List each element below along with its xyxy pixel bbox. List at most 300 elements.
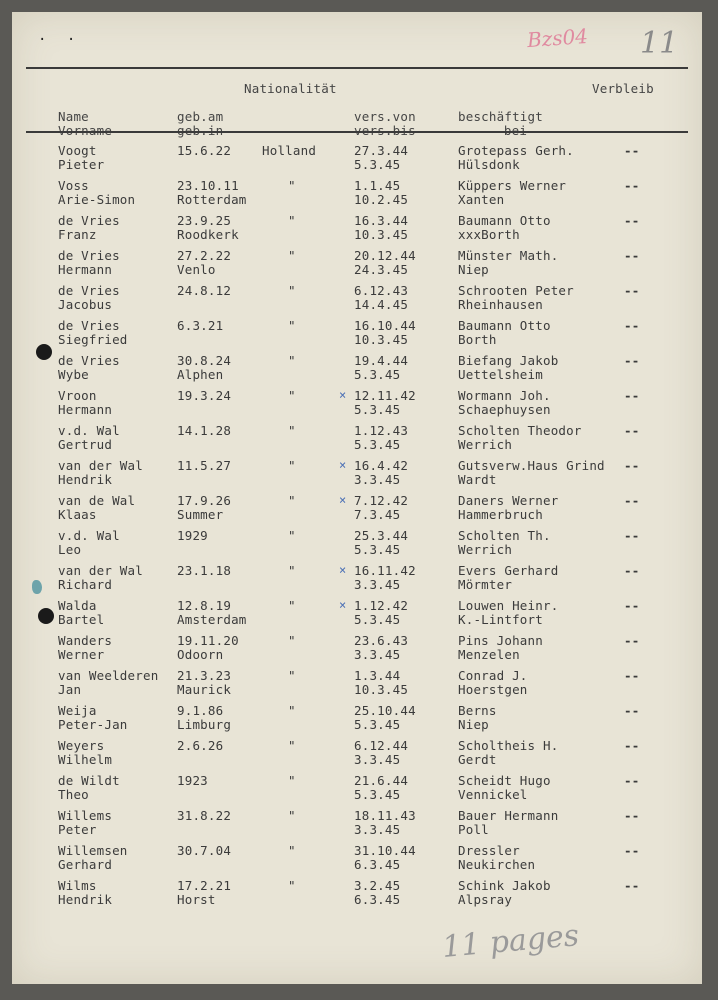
cell-nationality	[288, 319, 296, 333]
cell-name-name: de Vries	[58, 353, 120, 368]
cell-employer-ort: xxxBorth	[458, 227, 520, 242]
cell-nationality	[288, 389, 296, 403]
cell-period	[354, 809, 416, 837]
cell-name-name: Walda	[58, 598, 97, 613]
cell-birth-geb_am: 2.6.26	[177, 738, 224, 753]
cell-period-von: 16.11.42	[354, 563, 416, 578]
cell-name-name: de Vries	[58, 283, 120, 298]
table-row	[12, 144, 702, 179]
document-page	[12, 12, 702, 984]
cell-period-von: 1.3.44	[354, 668, 401, 683]
cell-employer-firma: Scheidt Hugo	[458, 773, 551, 788]
cell-employer-firma: Münster Math.	[458, 248, 559, 263]
cell-employer-ort: Alpsray	[458, 892, 513, 907]
cell-period-von: 1.12.42	[354, 598, 409, 613]
cell-whereabouts: --	[624, 633, 640, 648]
cell-nationality-nat: "	[288, 703, 296, 718]
cell-employer-ort: Schaephuysen	[458, 402, 551, 417]
header-bottom-rule	[26, 131, 688, 133]
cell-employer	[458, 879, 551, 907]
cell-nationality-nat: "	[288, 528, 296, 543]
cell-whereabouts: --	[624, 318, 640, 333]
cell-birth-geb_in: Limburg	[177, 717, 232, 732]
cell-name	[58, 389, 112, 417]
cell-name-name: Willems	[58, 808, 113, 823]
cell-nationality	[288, 284, 296, 298]
cell-birth-geb_am: 30.7.04	[177, 843, 232, 858]
cell-name	[58, 669, 158, 697]
cell-name-vorname: Peter-Jan	[58, 717, 128, 732]
punch-hole	[36, 344, 52, 360]
cell-employer-ort: Hammerbruch	[458, 507, 543, 522]
cell-birth-geb_in: Horst	[177, 892, 216, 907]
cell-birth-geb_am: 17.2.21	[177, 878, 232, 893]
cell-name-vorname: Hermann	[58, 262, 113, 277]
cell-period-bis: 14.4.45	[354, 297, 409, 312]
cell-employer-firma: Baumann Otto	[458, 318, 551, 333]
cell-birth-geb_am: 27.2.22	[177, 248, 232, 263]
cell-period	[354, 179, 408, 207]
cell-nationality-nat: "	[288, 493, 296, 508]
cell-nationality	[288, 564, 296, 578]
pen-tick-mark: ×	[339, 458, 347, 472]
cell-birth-geb_am: 23.10.11	[177, 178, 239, 193]
cell-nationality-nat: "	[288, 283, 296, 298]
cell-nationality-nat: "	[288, 353, 296, 368]
cell-employer-ort: Hülsdonk	[458, 157, 520, 172]
cell-name	[58, 144, 104, 172]
corner-marks: · ·	[38, 32, 82, 48]
cell-nationality	[262, 144, 316, 158]
cell-employer	[458, 704, 497, 732]
cell-birth	[177, 319, 223, 333]
cell-employer-ort: Werrich	[458, 542, 513, 557]
cell-birth	[177, 144, 231, 158]
cell-name	[58, 599, 104, 627]
cell-birth-geb_am: 12.8.19	[177, 598, 232, 613]
cell-employer	[458, 354, 558, 382]
cell-birth	[177, 809, 231, 823]
cell-employer	[458, 809, 558, 837]
table-row	[12, 319, 702, 354]
cell-birth-geb_am: 1923	[177, 773, 208, 788]
cell-nationality-nat: "	[288, 318, 296, 333]
table-row	[12, 844, 702, 879]
table-row	[12, 214, 702, 249]
pages-note: 11 pages	[440, 918, 581, 965]
cell-whereabouts: --	[624, 528, 640, 543]
cell-name	[58, 214, 120, 242]
cell-birth	[177, 879, 231, 907]
cell-birth	[177, 774, 208, 788]
cell-name	[58, 179, 135, 207]
pen-tick-mark: ×	[339, 388, 347, 402]
cell-nationality-nat: "	[288, 178, 296, 193]
pen-tick-mark: ×	[339, 563, 347, 577]
header-period: vers.von	[354, 109, 416, 124]
cell-name-name: Weija	[58, 703, 97, 718]
cell-birth-geb_am: 23.1.18	[177, 563, 232, 578]
cell-name-vorname: Hendrik	[58, 892, 113, 907]
cell-period-bis: 7.3.45	[354, 507, 401, 522]
table-row	[12, 459, 702, 494]
cell-nationality-nat: "	[288, 563, 296, 578]
cell-birth-geb_am: 24.8.12	[177, 283, 232, 298]
cell-nationality	[288, 669, 296, 683]
cell-period	[354, 249, 416, 277]
cell-name-vorname: Franz	[58, 227, 97, 242]
cell-employer-firma: Conrad J.	[458, 668, 528, 683]
cell-nationality	[288, 739, 296, 753]
cell-period-bis: 3.3.45	[354, 577, 401, 592]
cell-nationality-nat: "	[288, 668, 296, 683]
cell-birth-geb_in: Odoorn	[177, 647, 224, 662]
cell-period	[354, 669, 408, 697]
cell-name-vorname: Jacobus	[58, 297, 113, 312]
cell-nationality	[288, 634, 296, 648]
cell-name-vorname: Siegfried	[58, 332, 128, 347]
cell-period	[354, 424, 408, 452]
cell-name-vorname: Hermann	[58, 402, 113, 417]
cell-period-von: 18.11.43	[354, 808, 416, 823]
cell-whereabouts: --	[624, 493, 640, 508]
cell-name	[58, 844, 128, 872]
cell-period-bis: 6.3.45	[354, 857, 401, 872]
cell-employer-firma: Baumann Otto	[458, 213, 551, 228]
cell-name-name: de Vries	[58, 248, 120, 263]
cell-employer	[458, 284, 574, 312]
cell-birth	[177, 179, 247, 207]
cell-name	[58, 424, 120, 452]
cell-employer-firma: Scholten Th.	[458, 528, 551, 543]
table-row	[12, 809, 702, 844]
cell-name-name: de Vries	[58, 213, 120, 228]
cell-employer-ort: Uettelsheim	[458, 367, 543, 382]
cell-employer-firma: Scholtheis H.	[458, 738, 559, 753]
cell-employer-firma: Bauer Hermann	[458, 808, 559, 823]
cell-period	[354, 704, 416, 732]
cell-name-name: de Vries	[58, 318, 120, 333]
cell-nationality	[288, 599, 296, 613]
cell-employer-firma: Pins Johann	[458, 633, 543, 648]
cell-name-vorname: Gertrud	[58, 437, 113, 452]
cell-birth-geb_am: 31.8.22	[177, 808, 232, 823]
cell-period-bis: 5.3.45	[354, 612, 401, 627]
cell-employer	[458, 389, 551, 417]
cell-birth-geb_am: 23.9.25	[177, 213, 232, 228]
cell-employer	[458, 494, 558, 522]
cell-period-bis: 10.3.45	[354, 227, 409, 242]
table-row	[12, 179, 702, 214]
cell-birth-geb_am: 19.3.24	[177, 388, 232, 403]
cell-name	[58, 354, 120, 382]
cell-period-von: 25.3.44	[354, 528, 409, 543]
cell-whereabouts: --	[624, 283, 640, 298]
cell-nationality-nat: "	[288, 773, 296, 788]
cell-whereabouts: --	[624, 843, 640, 858]
header-top-rule	[26, 67, 688, 69]
cell-employer-firma: Küppers Werner	[458, 178, 567, 193]
cell-name	[58, 704, 128, 732]
table-row	[12, 669, 702, 704]
cell-employer	[458, 249, 558, 277]
table-row	[12, 354, 702, 389]
cell-period	[354, 319, 416, 347]
table-row	[12, 249, 702, 284]
cell-birth-geb_am: 17.9.26	[177, 493, 232, 508]
cell-whereabouts: --	[624, 248, 640, 263]
cell-name-name: Voss	[58, 178, 89, 193]
cell-birth-geb_in: Maurick	[177, 682, 232, 697]
cell-name-name: Wanders	[58, 633, 113, 648]
cell-name	[58, 529, 120, 557]
header-whereabouts: Verbleib	[592, 81, 654, 96]
cell-birth	[177, 564, 231, 578]
cell-period-von: 16.3.44	[354, 213, 409, 228]
cell-birth-geb_in: Rotterdam	[177, 192, 247, 207]
cell-period-von: 6.12.44	[354, 738, 409, 753]
cell-period	[354, 774, 408, 802]
cell-employer	[458, 214, 551, 242]
cell-period-bis: 3.3.45	[354, 752, 401, 767]
cell-employer	[458, 739, 558, 767]
cell-employer-ort: Poll	[458, 822, 489, 837]
cell-whereabouts: --	[624, 353, 640, 368]
table-row	[12, 389, 702, 424]
cell-birth	[177, 459, 231, 473]
cell-period-bis: 10.3.45	[354, 682, 409, 697]
cell-employer	[458, 424, 582, 452]
cell-name-vorname: Wybe	[58, 367, 89, 382]
cell-period-von: 23.6.43	[354, 633, 409, 648]
cell-period-bis: 5.3.45	[354, 542, 401, 557]
cell-whereabouts: --	[624, 178, 640, 193]
cell-period-von: 25.10.44	[354, 703, 416, 718]
cell-birth	[177, 494, 231, 522]
ink-blot	[32, 580, 42, 594]
cell-birth-geb_am: 30.8.24	[177, 353, 232, 368]
cell-employer-ort: Rheinhausen	[458, 297, 543, 312]
cell-birth	[177, 424, 231, 438]
cell-nationality-nat: "	[288, 213, 296, 228]
cell-nationality-nat: Holland	[262, 143, 317, 158]
cell-whereabouts: --	[624, 563, 640, 578]
cell-whereabouts: --	[624, 773, 640, 788]
cell-name	[58, 879, 112, 907]
cell-period	[354, 564, 416, 592]
table-row	[12, 599, 702, 634]
cell-birth	[177, 354, 231, 382]
cell-birth-geb_am: 15.6.22	[177, 143, 232, 158]
cell-name-vorname: Gerhard	[58, 857, 113, 872]
table-row	[12, 634, 702, 669]
cell-nationality	[288, 774, 296, 788]
cell-employer-firma: Wormann Joh.	[458, 388, 551, 403]
punch-hole	[38, 608, 54, 624]
cell-nationality-nat: "	[288, 808, 296, 823]
cell-name-name: Wilms	[58, 878, 97, 893]
cell-name-vorname: Klaas	[58, 507, 97, 522]
cell-name-vorname: Leo	[58, 542, 82, 557]
cell-name-name: Vroon	[58, 388, 97, 403]
cell-birth	[177, 529, 208, 543]
cell-employer-firma: Scholten Theodor	[458, 423, 582, 438]
cell-birth	[177, 739, 223, 753]
cell-period	[354, 844, 416, 872]
cell-period-von: 7.12.42	[354, 493, 409, 508]
cell-nationality-nat: "	[288, 738, 296, 753]
cell-period-von: 1.12.43	[354, 423, 409, 438]
table-row	[12, 879, 702, 914]
cell-period-bis: 6.3.45	[354, 892, 401, 907]
cell-name-name: Willemsen	[58, 843, 128, 858]
cell-nationality	[288, 249, 296, 263]
cell-period	[354, 354, 408, 382]
cell-period-bis: 3.3.45	[354, 647, 401, 662]
cell-birth	[177, 389, 231, 403]
header-employer: beschäftigt	[458, 109, 543, 124]
cell-nationality-nat: "	[288, 878, 296, 893]
cell-nationality-nat: "	[288, 458, 296, 473]
cell-name-vorname: Peter	[58, 822, 97, 837]
cell-whereabouts: --	[624, 458, 640, 473]
cell-name-vorname: Richard	[58, 577, 113, 592]
cell-period-von: 20.12.44	[354, 248, 416, 263]
cell-nationality-nat: "	[288, 388, 296, 403]
cell-employer-firma: Gutsverw.Haus Grind	[458, 458, 605, 473]
cell-birth-geb_am: 11.5.27	[177, 458, 232, 473]
cell-name-vorname: Pieter	[58, 157, 105, 172]
cell-whereabouts: --	[624, 143, 640, 158]
cell-employer-firma: Daners Werner	[458, 493, 559, 508]
cell-birth-geb_in: Alphen	[177, 367, 224, 382]
cell-nationality	[288, 214, 296, 228]
header-name: Name	[58, 109, 89, 124]
cell-period	[354, 214, 408, 242]
cell-name-vorname: Hendrik	[58, 472, 113, 487]
cell-period-bis: 10.2.45	[354, 192, 409, 207]
cell-name	[58, 284, 120, 312]
cell-employer-firma: Evers Gerhard	[458, 563, 559, 578]
cell-birth-geb_am: 9.1.86	[177, 703, 224, 718]
cell-whereabouts: --	[624, 738, 640, 753]
cell-nationality	[288, 494, 296, 508]
cell-period-bis: 5.3.45	[354, 367, 401, 382]
cell-whereabouts: --	[624, 808, 640, 823]
table-row	[12, 564, 702, 599]
cell-nationality	[288, 879, 296, 893]
table-row	[12, 704, 702, 739]
cell-nationality-nat: "	[288, 423, 296, 438]
cell-period	[354, 879, 400, 907]
cell-name	[58, 459, 143, 487]
cell-nationality	[288, 704, 296, 718]
cell-name	[58, 809, 112, 837]
cell-name-name: van de Wal	[58, 493, 136, 508]
cell-employer	[458, 844, 535, 872]
cell-period	[354, 739, 408, 767]
cell-name	[58, 564, 143, 592]
cell-name-name: van Weelderen	[58, 668, 159, 683]
cell-period	[354, 389, 416, 417]
cell-name	[58, 494, 135, 522]
cell-employer	[458, 319, 551, 347]
cell-employer-firma: Dressler	[458, 843, 520, 858]
cell-employer	[458, 179, 566, 207]
cell-name-vorname: Werner	[58, 647, 105, 662]
cell-whereabouts: --	[624, 878, 640, 893]
header-birth: geb.am	[177, 109, 224, 124]
cell-employer-ort: Neukirchen	[458, 857, 536, 872]
cell-period-bis: 3.3.45	[354, 822, 401, 837]
pen-tick-mark: ×	[339, 598, 347, 612]
cell-name	[58, 739, 112, 767]
cell-period-bis: 5.3.45	[354, 437, 401, 452]
cell-nationality	[288, 459, 296, 473]
cell-period-bis: 24.3.45	[354, 262, 409, 277]
cell-employer	[458, 669, 528, 697]
cell-employer	[458, 564, 558, 592]
cell-employer-ort: Borth	[458, 332, 497, 347]
cell-birth-geb_am: 21.3.23	[177, 668, 232, 683]
cell-name	[58, 634, 112, 662]
cell-nationality	[288, 179, 296, 193]
cell-name-vorname: Wilhelm	[58, 752, 113, 767]
cell-employer-firma: Biefang Jakob	[458, 353, 559, 368]
cell-nationality	[288, 529, 296, 543]
cell-whereabouts: --	[624, 598, 640, 613]
cell-birth-geb_am: 1929	[177, 528, 208, 543]
cell-period	[354, 459, 408, 487]
cell-name-vorname: Arie-Simon	[58, 192, 136, 207]
cell-nationality-nat: "	[288, 598, 296, 613]
table-row	[12, 529, 702, 564]
cell-whereabouts: --	[624, 668, 640, 683]
table-row	[12, 739, 702, 774]
cell-period-von: 16.4.42	[354, 458, 409, 473]
cell-birth	[177, 284, 231, 298]
cell-nationality-nat: "	[288, 248, 296, 263]
cell-period-bis: 3.3.45	[354, 472, 401, 487]
cell-employer-firma: Grotepass Gerh.	[458, 143, 574, 158]
cell-period	[354, 599, 408, 627]
cell-period	[354, 634, 408, 662]
cell-period	[354, 284, 408, 312]
cell-birth-geb_in: Amsterdam	[177, 612, 247, 627]
cell-name	[58, 319, 128, 347]
cell-name-name: v.d. Wal	[58, 423, 120, 438]
cell-employer	[458, 599, 558, 627]
cell-birth-geb_am: 6.3.21	[177, 318, 224, 333]
table-row	[12, 774, 702, 809]
cell-name-name: v.d. Wal	[58, 528, 120, 543]
table-row	[12, 424, 702, 459]
cell-birth	[177, 844, 231, 858]
cell-employer-ort: Menzelen	[458, 647, 520, 662]
cell-period-bis: 5.3.45	[354, 402, 401, 417]
cell-birth-geb_am: 19.11.20	[177, 633, 239, 648]
cell-period	[354, 144, 408, 172]
cell-period-von: 16.10.44	[354, 318, 416, 333]
cell-employer-ort: Wardt	[458, 472, 497, 487]
pen-tick-mark: ×	[339, 493, 347, 507]
cell-whereabouts: --	[624, 423, 640, 438]
cell-name-vorname: Jan	[58, 682, 82, 697]
cell-employer-firma: Schink Jakob	[458, 878, 551, 893]
cell-employer-ort: Werrich	[458, 437, 513, 452]
cell-nationality	[288, 809, 296, 823]
cell-birth	[177, 249, 231, 277]
